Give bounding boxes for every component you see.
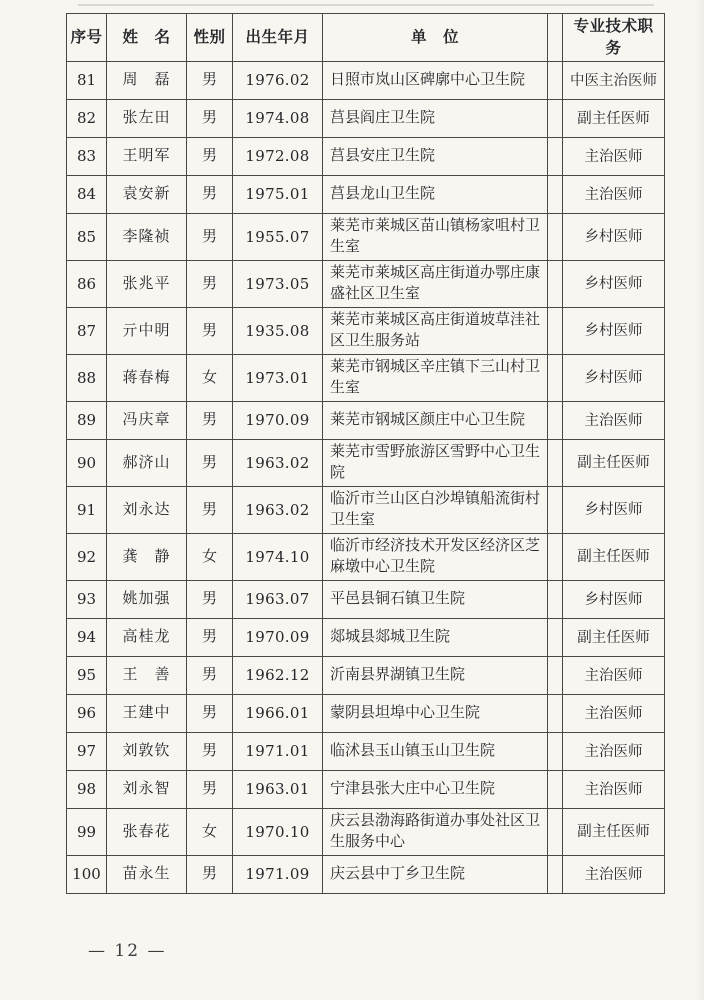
cell-name: 周 磊 (107, 62, 187, 100)
cell-no: 100 (67, 856, 107, 894)
cell-spacer (548, 619, 563, 657)
cell-spacer (548, 261, 563, 308)
header-title: 专业技术职务 (563, 14, 665, 62)
cell-unit: 日照市岚山区碑廓中心卫生院 (323, 62, 548, 100)
cell-birth: 1970.09 (233, 619, 323, 657)
cell-unit: 平邑县铜石镇卫生院 (323, 581, 548, 619)
cell-title: 乡村医师 (563, 261, 665, 308)
cell-name: 冯庆章 (107, 402, 187, 440)
cell-title: 主治医师 (563, 138, 665, 176)
cell-birth: 1970.09 (233, 402, 323, 440)
cell-no: 84 (67, 176, 107, 214)
cell-birth: 1975.01 (233, 176, 323, 214)
cell-spacer (548, 355, 563, 402)
cell-title: 乡村医师 (563, 214, 665, 261)
cell-gender: 女 (187, 534, 233, 581)
cell-name: 蒋春梅 (107, 355, 187, 402)
cell-birth: 1962.12 (233, 657, 323, 695)
cell-unit: 庆云县中丁乡卫生院 (323, 856, 548, 894)
cell-birth: 1976.02 (233, 62, 323, 100)
cell-spacer (548, 100, 563, 138)
cell-unit: 郯城县郯城卫生院 (323, 619, 548, 657)
cell-spacer (548, 308, 563, 355)
table-row (67, 657, 665, 695)
cell-birth: 1963.02 (233, 487, 323, 534)
cell-spacer (548, 402, 563, 440)
cell-no: 94 (67, 619, 107, 657)
table-row (67, 355, 665, 402)
cell-no: 96 (67, 695, 107, 733)
cell-gender: 男 (187, 771, 233, 809)
table-row (67, 138, 665, 176)
cell-unit: 沂南县界湖镇卫生院 (323, 657, 548, 695)
scan-edge-artifact (78, 4, 654, 6)
cell-spacer (548, 440, 563, 487)
cell-birth: 1974.08 (233, 100, 323, 138)
cell-name: 亓中明 (107, 308, 187, 355)
cell-birth: 1935.08 (233, 308, 323, 355)
cell-unit: 临沂市经济技术开发区经济区芝麻墩中心卫生院 (323, 534, 548, 581)
cell-gender: 男 (187, 487, 233, 534)
cell-name: 李隆祯 (107, 214, 187, 261)
cell-no: 95 (67, 657, 107, 695)
cell-gender: 男 (187, 62, 233, 100)
table-row (67, 695, 665, 733)
cell-name: 龚 静 (107, 534, 187, 581)
cell-name: 张兆平 (107, 261, 187, 308)
table-row (67, 308, 665, 355)
cell-no: 90 (67, 440, 107, 487)
cell-unit: 临沭县玉山镇玉山卫生院 (323, 733, 548, 771)
cell-gender: 男 (187, 176, 233, 214)
cell-no: 88 (67, 355, 107, 402)
cell-gender: 男 (187, 261, 233, 308)
cell-no: 86 (67, 261, 107, 308)
table-row (67, 771, 665, 809)
cell-no: 91 (67, 487, 107, 534)
cell-title: 副主任医师 (563, 809, 665, 856)
table-row (67, 402, 665, 440)
table-row (67, 619, 665, 657)
cell-unit: 莱芜市钢城区辛庄镇下三山村卫生室 (323, 355, 548, 402)
cell-name: 郝济山 (107, 440, 187, 487)
cell-spacer (548, 62, 563, 100)
cell-birth: 1972.08 (233, 138, 323, 176)
cell-title: 主治医师 (563, 695, 665, 733)
personnel-table (66, 13, 665, 894)
cell-unit: 莒县龙山卫生院 (323, 176, 548, 214)
cell-no: 92 (67, 534, 107, 581)
cell-spacer (548, 487, 563, 534)
cell-title: 主治医师 (563, 771, 665, 809)
cell-no: 93 (67, 581, 107, 619)
cell-name: 袁安新 (107, 176, 187, 214)
cell-no: 83 (67, 138, 107, 176)
cell-birth: 1955.07 (233, 214, 323, 261)
cell-birth: 1966.01 (233, 695, 323, 733)
cell-unit: 莱芜市莱城区高庄街道办鄂庄康盛社区卫生室 (323, 261, 548, 308)
header-birth: 出生年月 (233, 14, 323, 62)
cell-title: 主治医师 (563, 856, 665, 894)
cell-name: 高桂龙 (107, 619, 187, 657)
cell-name: 姚加强 (107, 581, 187, 619)
table-row (67, 100, 665, 138)
cell-name: 王建中 (107, 695, 187, 733)
cell-birth: 1974.10 (233, 534, 323, 581)
cell-unit: 莒县阎庄卫生院 (323, 100, 548, 138)
cell-title: 乡村医师 (563, 487, 665, 534)
cell-gender: 男 (187, 440, 233, 487)
cell-title: 乡村医师 (563, 355, 665, 402)
cell-spacer (548, 733, 563, 771)
cell-name: 刘永智 (107, 771, 187, 809)
cell-no: 85 (67, 214, 107, 261)
cell-birth: 1963.02 (233, 440, 323, 487)
table-row (67, 534, 665, 581)
cell-spacer (548, 809, 563, 856)
cell-spacer (548, 771, 563, 809)
cell-gender: 男 (187, 138, 233, 176)
cell-unit: 莒县安庄卫生院 (323, 138, 548, 176)
cell-gender: 男 (187, 214, 233, 261)
cell-no: 89 (67, 402, 107, 440)
cell-spacer (548, 695, 563, 733)
cell-no: 87 (67, 308, 107, 355)
cell-no: 97 (67, 733, 107, 771)
scan-shadow-artifact (694, 0, 704, 1000)
cell-name: 苗永生 (107, 856, 187, 894)
cell-unit: 莱芜市钢城区颜庄中心卫生院 (323, 402, 548, 440)
cell-spacer (548, 657, 563, 695)
cell-no: 98 (67, 771, 107, 809)
table-row (67, 856, 665, 894)
cell-gender: 男 (187, 308, 233, 355)
cell-spacer (548, 138, 563, 176)
cell-name: 王 善 (107, 657, 187, 695)
cell-spacer (548, 581, 563, 619)
cell-unit: 莱芜市莱城区苗山镇杨家咀村卫生室 (323, 214, 548, 261)
cell-gender: 男 (187, 856, 233, 894)
header-spacer (548, 14, 563, 62)
cell-title: 乡村医师 (563, 308, 665, 355)
cell-birth: 1973.05 (233, 261, 323, 308)
cell-title: 副主任医师 (563, 100, 665, 138)
cell-unit: 临沂市兰山区白沙埠镇船流街村卫生室 (323, 487, 548, 534)
table-row (67, 261, 665, 308)
table-row (67, 214, 665, 261)
header-no: 序号 (67, 14, 107, 62)
cell-title: 副主任医师 (563, 619, 665, 657)
cell-gender: 男 (187, 402, 233, 440)
cell-gender: 男 (187, 581, 233, 619)
cell-name: 张左田 (107, 100, 187, 138)
cell-title: 主治医师 (563, 657, 665, 695)
cell-gender: 男 (187, 100, 233, 138)
cell-spacer (548, 534, 563, 581)
cell-unit: 宁津县张大庄中心卫生院 (323, 771, 548, 809)
cell-spacer (548, 856, 563, 894)
cell-unit: 庆云县渤海路街道办事处社区卫生服务中心 (323, 809, 548, 856)
table-row (67, 809, 665, 856)
cell-title: 主治医师 (563, 176, 665, 214)
page-number: — 12 — (88, 941, 167, 961)
cell-birth: 1971.09 (233, 856, 323, 894)
cell-name: 刘敦钦 (107, 733, 187, 771)
cell-birth: 1971.01 (233, 733, 323, 771)
cell-birth: 1963.01 (233, 771, 323, 809)
cell-no: 81 (67, 62, 107, 100)
header-name: 姓 名 (107, 14, 187, 62)
cell-title: 主治医师 (563, 402, 665, 440)
cell-title: 乡村医师 (563, 581, 665, 619)
header-gender: 性别 (187, 14, 233, 62)
cell-name: 王明军 (107, 138, 187, 176)
cell-spacer (548, 214, 563, 261)
personnel-table-container (66, 13, 664, 894)
cell-gender: 男 (187, 657, 233, 695)
cell-unit: 莱芜市莱城区高庄街道坡草洼社区卫生服务站 (323, 308, 548, 355)
cell-gender: 男 (187, 695, 233, 733)
table-row (67, 440, 665, 487)
cell-title: 中医主治医师 (563, 62, 665, 100)
table-header-row (67, 14, 665, 62)
cell-spacer (548, 176, 563, 214)
table-row (67, 62, 665, 100)
cell-birth: 1970.10 (233, 809, 323, 856)
cell-title: 副主任医师 (563, 440, 665, 487)
cell-no: 99 (67, 809, 107, 856)
cell-gender: 男 (187, 733, 233, 771)
header-unit: 单 位 (323, 14, 548, 62)
table-row (67, 176, 665, 214)
cell-title: 副主任医师 (563, 534, 665, 581)
table-row (67, 487, 665, 534)
cell-unit: 蒙阴县坦埠中心卫生院 (323, 695, 548, 733)
cell-name: 刘永达 (107, 487, 187, 534)
cell-title: 主治医师 (563, 733, 665, 771)
table-row (67, 733, 665, 771)
cell-no: 82 (67, 100, 107, 138)
cell-gender: 女 (187, 355, 233, 402)
cell-name: 张春花 (107, 809, 187, 856)
cell-unit: 莱芜市雪野旅游区雪野中心卫生院 (323, 440, 548, 487)
table-row (67, 581, 665, 619)
cell-birth: 1973.01 (233, 355, 323, 402)
cell-birth: 1963.07 (233, 581, 323, 619)
cell-gender: 男 (187, 619, 233, 657)
cell-gender: 女 (187, 809, 233, 856)
